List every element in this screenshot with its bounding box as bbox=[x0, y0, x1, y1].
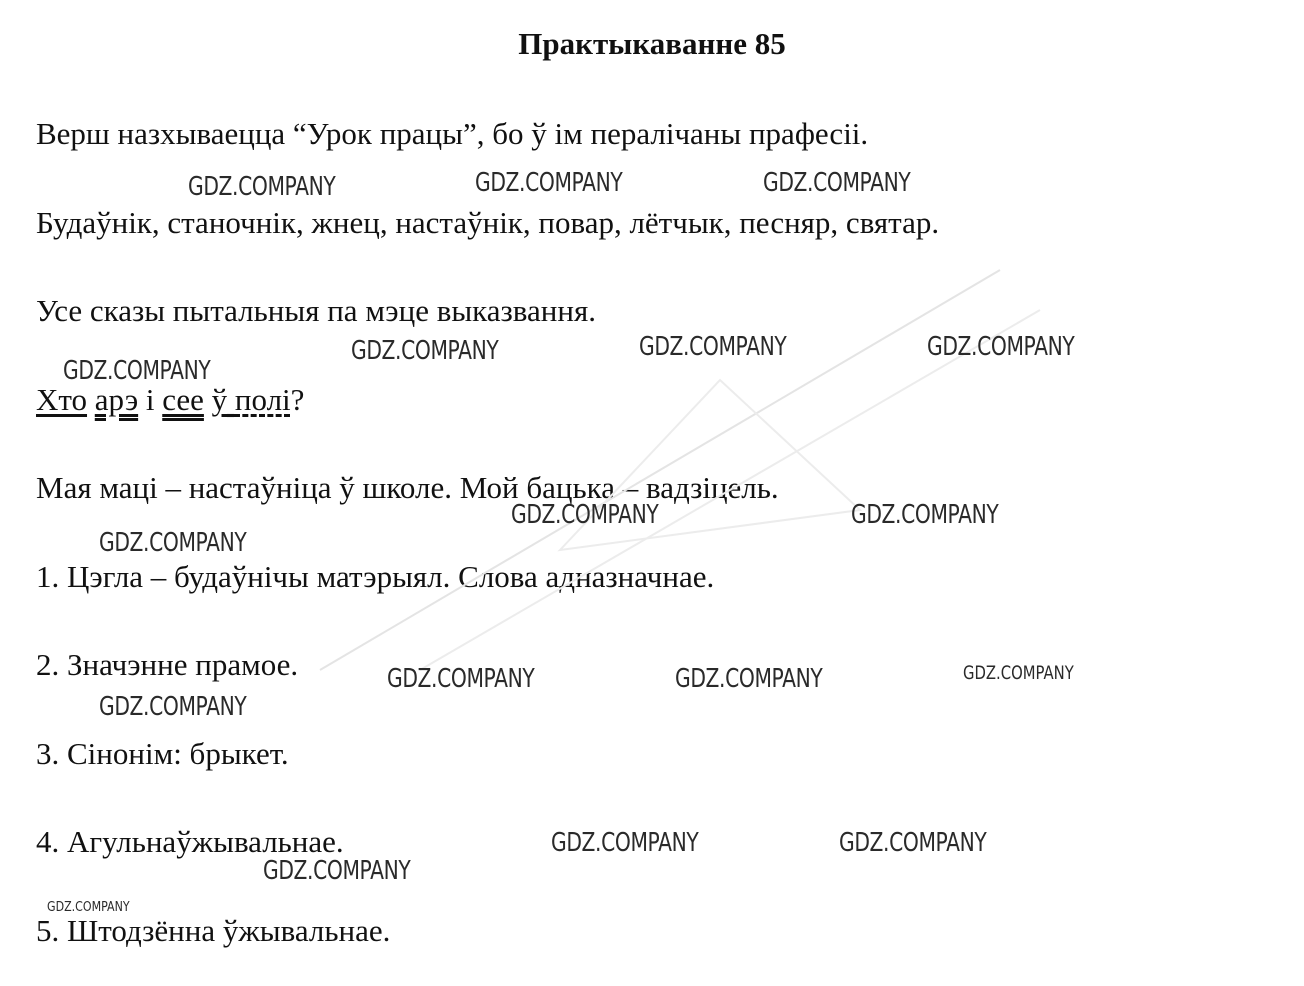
answer-line-1: Верш назхываецца “Урок працы”, бо ў ім пералічаны прафесіі. bbox=[36, 116, 869, 151]
watermark-text: GDZ.COMPANY bbox=[475, 168, 623, 198]
answer-line-7: 2. Значэнне прамое. bbox=[36, 647, 299, 682]
watermark-text: GDZ.COMPANY bbox=[99, 528, 247, 558]
watermark-text: GDZ.COMPANY bbox=[551, 828, 699, 858]
watermark-text: GDZ.COMPANY bbox=[351, 336, 499, 366]
ghost-watermark bbox=[300, 250, 1060, 690]
answer-line-10: 5. Штодзённа ўжывальнае. bbox=[36, 913, 391, 948]
watermark-text: GDZ.COMPANY bbox=[963, 662, 1074, 684]
parsed-sentence bbox=[36, 382, 304, 418]
watermark-text: GDZ.COMPANY bbox=[511, 500, 659, 530]
sentence-conjunction: і bbox=[145, 382, 155, 417]
watermark-text: GDZ.COMPANY bbox=[839, 828, 987, 858]
watermark-text: GDZ.COMPANY bbox=[47, 900, 130, 915]
answer-line-2: Будаўнік, станочнік, жнец, настаўнік, повар, лётчык, песняр, святар. bbox=[36, 205, 940, 240]
answer-line-5: Мая маці – настаўніца ў школе. Мой бацька – вадзіцель. bbox=[36, 470, 779, 505]
page-title: Практыкаванне 85 bbox=[518, 26, 786, 61]
watermark-text: GDZ.COMPANY bbox=[263, 856, 411, 886]
watermark-text: GDZ.COMPANY bbox=[99, 692, 247, 722]
answer-line-3: Усе сказы пытальныя па мэце выказвання. bbox=[36, 293, 596, 328]
watermark-text: GDZ.COMPANY bbox=[851, 500, 999, 530]
watermark-text: GDZ.COMPANY bbox=[675, 664, 823, 694]
sentence-subject: Хто bbox=[36, 382, 88, 417]
watermark-text: GDZ.COMPANY bbox=[387, 664, 535, 694]
watermark-text: GDZ.COMPANY bbox=[188, 172, 336, 202]
watermark-text: GDZ.COMPANY bbox=[639, 332, 787, 362]
watermark-text: GDZ.COMPANY bbox=[763, 168, 911, 198]
watermark-text: GDZ.COMPANY bbox=[927, 332, 1075, 362]
answer-line-6: 1. Цэгла – будаўнічы матэрыял. Слова адназначнае. bbox=[36, 559, 715, 594]
sentence-question-mark: ? bbox=[290, 382, 305, 417]
watermark-text: GDZ.COMPANY bbox=[63, 356, 211, 386]
answer-line-9: 4. Агульнаўжывальнае. bbox=[36, 824, 344, 859]
sentence-adverbial: ў полі bbox=[211, 382, 291, 417]
answer-line-8: 3. Сінонім: брыкет. bbox=[36, 736, 289, 771]
sentence-predicate-2: сее bbox=[162, 382, 204, 417]
sentence-predicate-1: арэ bbox=[94, 382, 139, 417]
